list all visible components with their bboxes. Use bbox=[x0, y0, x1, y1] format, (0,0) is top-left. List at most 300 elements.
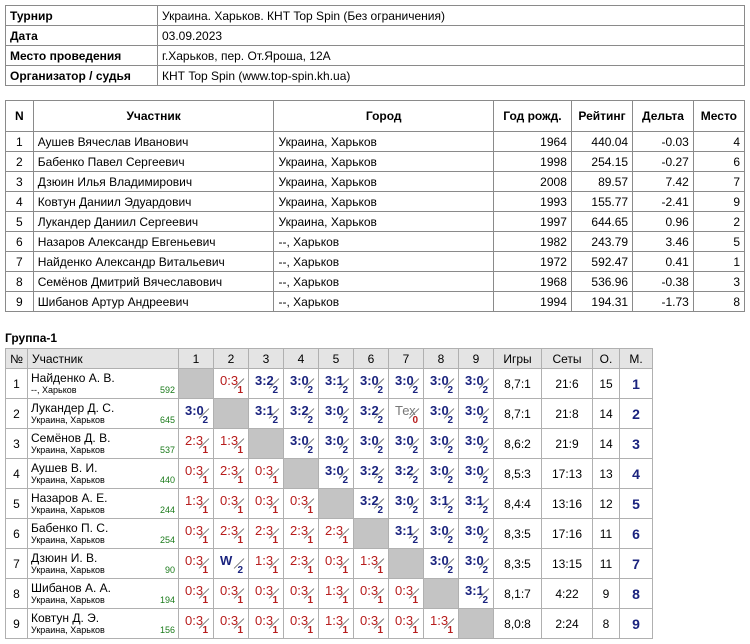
player-cell[interactable] bbox=[28, 369, 179, 399]
participant-place: 8 bbox=[693, 292, 744, 312]
player-place: 4 bbox=[620, 459, 653, 489]
player-sets: 4:22 bbox=[542, 579, 593, 609]
match-result-cell[interactable] bbox=[319, 429, 354, 459]
match-result-cell[interactable] bbox=[284, 519, 319, 549]
participant-number: 1 bbox=[6, 132, 34, 152]
match-points: 2 bbox=[307, 445, 313, 456]
participant-delta: -0.27 bbox=[633, 152, 694, 172]
player-games: 8,4:4 bbox=[494, 489, 542, 519]
info-value: Украина. Харьков. КНТ Top Spin (Без ограничения) bbox=[158, 6, 745, 26]
match-result-cell[interactable] bbox=[319, 519, 354, 549]
participant-city: --, Харьков bbox=[274, 292, 493, 312]
match-result-cell[interactable] bbox=[424, 489, 459, 519]
participant-name[interactable]: Бабенко Павел Сергеевич bbox=[33, 152, 274, 172]
match-score: 3:0 bbox=[325, 433, 344, 448]
participant-place: 3 bbox=[693, 272, 744, 292]
match-result-cell[interactable] bbox=[459, 459, 494, 489]
match-result-cell[interactable] bbox=[249, 399, 284, 429]
participant-name[interactable]: Найденко Александр Витальевич bbox=[33, 252, 274, 272]
match-result-cell[interactable] bbox=[214, 369, 249, 399]
player-games: 8,5:3 bbox=[494, 459, 542, 489]
participants-header: N bbox=[6, 101, 34, 132]
match-result-cell[interactable] bbox=[214, 459, 249, 489]
match-score: 3:2 bbox=[360, 463, 379, 478]
match-score: 2:3 bbox=[185, 433, 204, 448]
player-sets: 17:13 bbox=[542, 459, 593, 489]
match-points: 2 bbox=[447, 535, 453, 546]
participant-rating: 243.79 bbox=[571, 232, 632, 252]
player-rating: 592 bbox=[159, 384, 175, 395]
match-score: 2:3 bbox=[290, 523, 309, 538]
match-points: 2 bbox=[482, 535, 488, 546]
match-points: 2 bbox=[307, 415, 313, 426]
match-result-cell[interactable] bbox=[459, 519, 494, 549]
match-points: 1 bbox=[237, 445, 243, 456]
match-result-cell[interactable] bbox=[179, 579, 214, 609]
match-points: 2 bbox=[342, 385, 348, 396]
match-result-cell[interactable] bbox=[389, 459, 424, 489]
participant-city: Украина, Харьков bbox=[274, 152, 493, 172]
match-result-cell[interactable] bbox=[214, 519, 249, 549]
participant-city: --, Харьков bbox=[274, 252, 493, 272]
match-score: 3:2 bbox=[255, 373, 274, 388]
match-points: 2 bbox=[272, 415, 278, 426]
match-result-cell[interactable] bbox=[319, 369, 354, 399]
match-score: 0:3 bbox=[220, 613, 239, 628]
match-result-cell[interactable] bbox=[249, 459, 284, 489]
player-rating: 254 bbox=[159, 534, 175, 545]
match-result-cell[interactable] bbox=[354, 549, 389, 579]
player-city: Украина, Харьков bbox=[31, 474, 105, 485]
match-points: 1 bbox=[307, 625, 313, 636]
match-score: 0:3 bbox=[220, 583, 239, 598]
player-city-line bbox=[31, 595, 175, 606]
player-games: 8,7:1 bbox=[494, 369, 542, 399]
match-result-cell[interactable] bbox=[459, 399, 494, 429]
match-score: W bbox=[220, 553, 233, 568]
participant-place: 5 bbox=[693, 232, 744, 252]
participant-delta: -1.73 bbox=[633, 292, 694, 312]
info-label: Место проведения bbox=[6, 46, 158, 66]
match-result-cell[interactable] bbox=[354, 609, 389, 639]
info-label: Турнир bbox=[6, 6, 158, 26]
match-points: 2 bbox=[482, 505, 488, 516]
match-points: 2 bbox=[482, 445, 488, 456]
match-result-cell[interactable] bbox=[319, 579, 354, 609]
match-result-cell[interactable] bbox=[389, 579, 424, 609]
match-result-cell[interactable] bbox=[389, 429, 424, 459]
player-sets: 21:8 bbox=[542, 399, 593, 429]
player-number: 9 bbox=[6, 609, 28, 639]
participant-rating: 440.04 bbox=[571, 132, 632, 152]
player-name[interactable]: Назаров А. Е. bbox=[31, 490, 108, 505]
match-score: 3:2 bbox=[360, 403, 379, 418]
participant-rating: 155.77 bbox=[571, 192, 632, 212]
participant-name[interactable]: Дзюин Илья Владимирович bbox=[33, 172, 274, 192]
self-match-cell bbox=[354, 519, 389, 549]
match-result-cell[interactable] bbox=[424, 549, 459, 579]
participant-number: 7 bbox=[6, 252, 34, 272]
match-result-cell[interactable] bbox=[459, 579, 494, 609]
participants-header: Город bbox=[274, 101, 493, 132]
participant-birth-year: 1994 bbox=[493, 292, 571, 312]
match-points: 1 bbox=[342, 625, 348, 636]
participant-rating: 194.31 bbox=[571, 292, 632, 312]
player-points: 11 bbox=[593, 549, 620, 579]
player-city-line bbox=[31, 415, 175, 426]
match-points: 2 bbox=[202, 415, 208, 426]
participant-name[interactable]: Семёнов Дмитрий Вячеславович bbox=[33, 272, 274, 292]
match-score: 3:1 bbox=[325, 373, 344, 388]
match-score: 0:3 bbox=[185, 463, 204, 478]
participant-place: 9 bbox=[693, 192, 744, 212]
match-points: 1 bbox=[307, 505, 313, 516]
player-name[interactable]: Ковтун Д. Э. bbox=[31, 610, 100, 625]
match-points: 2 bbox=[377, 385, 383, 396]
match-points: 1 bbox=[272, 625, 278, 636]
group-header-col: 1 bbox=[179, 349, 214, 369]
player-city: Украина, Харьков bbox=[31, 624, 105, 635]
match-result-cell[interactable] bbox=[284, 369, 319, 399]
player-sets: 13:15 bbox=[542, 549, 593, 579]
match-points: 1 bbox=[202, 595, 208, 606]
match-result-cell[interactable] bbox=[354, 579, 389, 609]
participant-birth-year: 1997 bbox=[493, 212, 571, 232]
participant-birth-year: 1993 bbox=[493, 192, 571, 212]
participant-delta: 7.42 bbox=[633, 172, 694, 192]
participant-number: 6 bbox=[6, 232, 34, 252]
match-points: 1 bbox=[307, 595, 313, 606]
table-row bbox=[6, 172, 745, 192]
participants-header: Участник bbox=[33, 101, 274, 132]
participant-birth-year: 1982 bbox=[493, 232, 571, 252]
match-result-cell[interactable] bbox=[459, 489, 494, 519]
match-score: 0:3 bbox=[220, 493, 239, 508]
player-points: 9 bbox=[593, 579, 620, 609]
match-score: 2:3 bbox=[220, 523, 239, 538]
player-sets: 21:9 bbox=[542, 429, 593, 459]
match-score: 3:1 bbox=[255, 403, 274, 418]
match-score: 3:0 bbox=[325, 463, 344, 478]
match-result-cell[interactable] bbox=[424, 459, 459, 489]
match-points: 2 bbox=[412, 385, 418, 396]
match-points: 2 bbox=[447, 565, 453, 576]
match-result-cell[interactable] bbox=[389, 489, 424, 519]
group-header-place: М. bbox=[620, 349, 653, 369]
participants-header: Год рожд. bbox=[493, 101, 571, 132]
player-games: 8,3:5 bbox=[494, 519, 542, 549]
participant-name[interactable]: Шибанов Артур Андреевич bbox=[33, 292, 274, 312]
match-score: 0:3 bbox=[255, 493, 274, 508]
match-score: 3:2 bbox=[290, 403, 309, 418]
match-result-cell[interactable] bbox=[249, 549, 284, 579]
match-score: 0:3 bbox=[325, 553, 344, 568]
match-result-cell[interactable] bbox=[389, 369, 424, 399]
match-score: 1:3 bbox=[325, 613, 344, 628]
self-match-cell bbox=[424, 579, 459, 609]
match-score: 3:0 bbox=[325, 403, 344, 418]
match-points: 2 bbox=[482, 595, 488, 606]
match-score: 0:3 bbox=[360, 613, 379, 628]
table-row bbox=[6, 549, 653, 579]
group-header-col: 9 bbox=[459, 349, 494, 369]
match-score: 3:0 bbox=[465, 553, 484, 568]
match-points: 1 bbox=[342, 535, 348, 546]
participants-header: Место bbox=[693, 101, 744, 132]
match-result-cell[interactable] bbox=[319, 549, 354, 579]
match-points: 1 bbox=[202, 625, 208, 636]
match-points: 1 bbox=[272, 505, 278, 516]
participant-name[interactable]: Назаров Александр Евгеньевич bbox=[33, 232, 274, 252]
match-points: 2 bbox=[447, 475, 453, 486]
player-cell[interactable] bbox=[28, 579, 179, 609]
match-points: 1 bbox=[342, 595, 348, 606]
match-points: 1 bbox=[377, 565, 383, 576]
match-points: 2 bbox=[412, 535, 418, 546]
match-result-cell[interactable] bbox=[249, 609, 284, 639]
player-cell[interactable] bbox=[28, 489, 179, 519]
participant-number: 4 bbox=[6, 192, 34, 212]
player-name[interactable]: Бабенко П. С. bbox=[31, 520, 109, 535]
participant-rating: 536.96 bbox=[571, 272, 632, 292]
match-score: 0:3 bbox=[290, 613, 309, 628]
match-score: 3:0 bbox=[430, 373, 449, 388]
match-result-cell[interactable] bbox=[319, 609, 354, 639]
match-result-cell[interactable] bbox=[284, 399, 319, 429]
match-result-cell[interactable] bbox=[354, 489, 389, 519]
player-rating: 194 bbox=[159, 594, 175, 605]
player-place: 7 bbox=[620, 549, 653, 579]
player-games: 8,7:1 bbox=[494, 399, 542, 429]
match-result-cell[interactable] bbox=[214, 489, 249, 519]
match-result-cell[interactable] bbox=[179, 549, 214, 579]
match-points: 1 bbox=[307, 535, 313, 546]
player-name[interactable]: Семёнов Д. В. bbox=[31, 430, 111, 445]
player-cell[interactable] bbox=[28, 429, 179, 459]
info-row bbox=[6, 26, 745, 46]
table-row bbox=[6, 272, 745, 292]
participant-place: 4 bbox=[693, 132, 744, 152]
player-name[interactable]: Лукандер Д. С. bbox=[31, 400, 115, 415]
match-result-cell[interactable] bbox=[249, 489, 284, 519]
match-score: 0:3 bbox=[360, 583, 379, 598]
match-points: 1 bbox=[237, 595, 243, 606]
group-header-col: 6 bbox=[354, 349, 389, 369]
match-result-cell[interactable] bbox=[354, 429, 389, 459]
match-result-cell[interactable] bbox=[424, 609, 459, 639]
group-title: Группа-1 bbox=[5, 331, 58, 345]
match-score: 3:0 bbox=[395, 493, 414, 508]
info-label: Организатор / судья bbox=[6, 66, 158, 86]
match-score: 1:3 bbox=[430, 613, 449, 628]
match-result-cell[interactable] bbox=[424, 519, 459, 549]
match-score: 3:0 bbox=[430, 403, 449, 418]
match-result-cell[interactable] bbox=[354, 399, 389, 429]
match-points: 1 bbox=[447, 625, 453, 636]
match-result-cell[interactable] bbox=[249, 519, 284, 549]
match-result-cell[interactable] bbox=[214, 549, 249, 579]
player-place: 2 bbox=[620, 399, 653, 429]
match-result-cell[interactable] bbox=[214, 609, 249, 639]
match-result-cell[interactable] bbox=[179, 609, 214, 639]
player-city-line bbox=[31, 535, 175, 546]
player-name[interactable]: Аушев В. И. bbox=[31, 460, 98, 475]
match-result-cell[interactable] bbox=[389, 399, 424, 429]
match-result-cell[interactable] bbox=[179, 519, 214, 549]
participant-birth-year: 1964 bbox=[493, 132, 571, 152]
participant-place: 1 bbox=[693, 252, 744, 272]
match-result-cell[interactable] bbox=[459, 429, 494, 459]
match-points: 2 bbox=[447, 505, 453, 516]
player-number: 2 bbox=[6, 399, 28, 429]
match-score: 3:1 bbox=[430, 493, 449, 508]
match-score: 1:3 bbox=[255, 553, 274, 568]
match-result-cell[interactable] bbox=[284, 429, 319, 459]
match-score: 3:1 bbox=[465, 493, 484, 508]
participant-birth-year: 2008 bbox=[493, 172, 571, 192]
match-score: 0:3 bbox=[220, 373, 239, 388]
match-score: 3:0 bbox=[395, 433, 414, 448]
player-place: 5 bbox=[620, 489, 653, 519]
player-cell[interactable] bbox=[28, 609, 179, 639]
player-number: 7 bbox=[6, 549, 28, 579]
match-result-cell[interactable] bbox=[459, 369, 494, 399]
participant-number: 8 bbox=[6, 272, 34, 292]
match-result-cell[interactable] bbox=[354, 459, 389, 489]
match-score: 3:0 bbox=[430, 553, 449, 568]
participant-delta: -0.38 bbox=[633, 272, 694, 292]
match-score: 1:3 bbox=[325, 583, 344, 598]
table-row bbox=[6, 579, 653, 609]
match-result-cell[interactable] bbox=[179, 489, 214, 519]
player-number: 5 bbox=[6, 489, 28, 519]
player-cell[interactable] bbox=[28, 549, 179, 579]
match-points: 2 bbox=[447, 445, 453, 456]
info-value: г.Харьков, пер. От.Яроша, 12А bbox=[158, 46, 745, 66]
match-points: 1 bbox=[377, 595, 383, 606]
info-value: КНТ Top Spin (www.top-spin.kh.ua) bbox=[158, 66, 745, 86]
match-result-cell[interactable] bbox=[459, 549, 494, 579]
match-points: 1 bbox=[202, 475, 208, 486]
player-sets: 21:6 bbox=[542, 369, 593, 399]
player-name[interactable]: Шибанов А. А. bbox=[31, 580, 111, 595]
info-label: Дата bbox=[6, 26, 158, 46]
match-points: 1 bbox=[202, 535, 208, 546]
self-match-cell bbox=[459, 609, 494, 639]
participant-number: 9 bbox=[6, 292, 34, 312]
match-points: 2 bbox=[412, 505, 418, 516]
participant-place: 6 bbox=[693, 152, 744, 172]
player-name[interactable]: Дзюин И. В. bbox=[31, 550, 98, 565]
match-score: 0:3 bbox=[185, 523, 204, 538]
match-points: 2 bbox=[272, 385, 278, 396]
player-city: --, Харьков bbox=[31, 384, 77, 395]
match-result-cell[interactable] bbox=[424, 429, 459, 459]
match-result-cell[interactable] bbox=[284, 489, 319, 519]
player-cell[interactable] bbox=[28, 519, 179, 549]
match-result-cell[interactable] bbox=[389, 519, 424, 549]
participant-city: Украина, Харьков bbox=[274, 132, 493, 152]
participant-delta: -0.03 bbox=[633, 132, 694, 152]
match-points: 1 bbox=[272, 535, 278, 546]
match-points: 2 bbox=[447, 385, 453, 396]
participant-rating: 644.65 bbox=[571, 212, 632, 232]
player-name[interactable]: Найденко А. В. bbox=[31, 370, 115, 385]
match-result-cell[interactable] bbox=[389, 609, 424, 639]
match-result-cell[interactable] bbox=[319, 399, 354, 429]
match-result-cell[interactable] bbox=[284, 549, 319, 579]
match-result-cell[interactable] bbox=[179, 429, 214, 459]
group-header-number: № bbox=[6, 349, 28, 369]
participant-city: --, Харьков bbox=[274, 272, 493, 292]
match-result-cell[interactable] bbox=[319, 459, 354, 489]
match-result-cell[interactable] bbox=[179, 459, 214, 489]
match-points: 1 bbox=[272, 475, 278, 486]
match-score: 1:3 bbox=[360, 553, 379, 568]
table-row bbox=[6, 212, 745, 232]
match-points: 2 bbox=[482, 565, 488, 576]
match-score: 2:3 bbox=[325, 523, 344, 538]
participant-name[interactable]: Лукандер Даниил Сергеевич bbox=[33, 212, 274, 232]
table-row bbox=[6, 429, 653, 459]
player-number: 6 bbox=[6, 519, 28, 549]
player-cell[interactable] bbox=[28, 459, 179, 489]
match-points: 1 bbox=[202, 565, 208, 576]
match-result-cell[interactable] bbox=[424, 369, 459, 399]
player-points: 12 bbox=[593, 489, 620, 519]
participant-name[interactable]: Аушев Вячеслав Иванович bbox=[33, 132, 274, 152]
match-score: 3:0 bbox=[290, 433, 309, 448]
match-score: 3:0 bbox=[290, 373, 309, 388]
match-points: 2 bbox=[342, 445, 348, 456]
player-place: 9 bbox=[620, 609, 653, 639]
match-score: 3:0 bbox=[465, 433, 484, 448]
match-points: 1 bbox=[272, 565, 278, 576]
participant-name[interactable]: Ковтун Даниил Эдуардович bbox=[33, 192, 274, 212]
match-result-cell[interactable] bbox=[179, 399, 214, 429]
player-cell[interactable] bbox=[28, 399, 179, 429]
match-result-cell[interactable] bbox=[249, 579, 284, 609]
player-games: 8,1:7 bbox=[494, 579, 542, 609]
player-points: 13 bbox=[593, 459, 620, 489]
match-result-cell[interactable] bbox=[214, 429, 249, 459]
participant-number: 2 bbox=[6, 152, 34, 172]
group-header-col: 7 bbox=[389, 349, 424, 369]
match-result-cell[interactable] bbox=[284, 579, 319, 609]
match-score: 3:0 bbox=[395, 373, 414, 388]
match-score: 0:3 bbox=[395, 613, 414, 628]
group-header-col: 2 bbox=[214, 349, 249, 369]
player-sets: 2:24 bbox=[542, 609, 593, 639]
participant-city: Украина, Харьков bbox=[274, 172, 493, 192]
match-result-cell[interactable] bbox=[354, 369, 389, 399]
match-result-cell[interactable] bbox=[214, 579, 249, 609]
table-row bbox=[6, 459, 653, 489]
player-rating: 90 bbox=[164, 564, 175, 575]
match-result-cell[interactable] bbox=[249, 369, 284, 399]
participant-birth-year: 1968 bbox=[493, 272, 571, 292]
match-score: 3:0 bbox=[465, 523, 484, 538]
player-rating: 537 bbox=[159, 444, 175, 455]
match-result-cell[interactable] bbox=[424, 399, 459, 429]
group-header-col: 4 bbox=[284, 349, 319, 369]
participant-rating: 592.47 bbox=[571, 252, 632, 272]
match-points: 1 bbox=[237, 475, 243, 486]
match-result-cell[interactable] bbox=[284, 609, 319, 639]
match-score: 3:2 bbox=[395, 463, 414, 478]
participant-delta: -2.41 bbox=[633, 192, 694, 212]
participant-birth-year: 1972 bbox=[493, 252, 571, 272]
